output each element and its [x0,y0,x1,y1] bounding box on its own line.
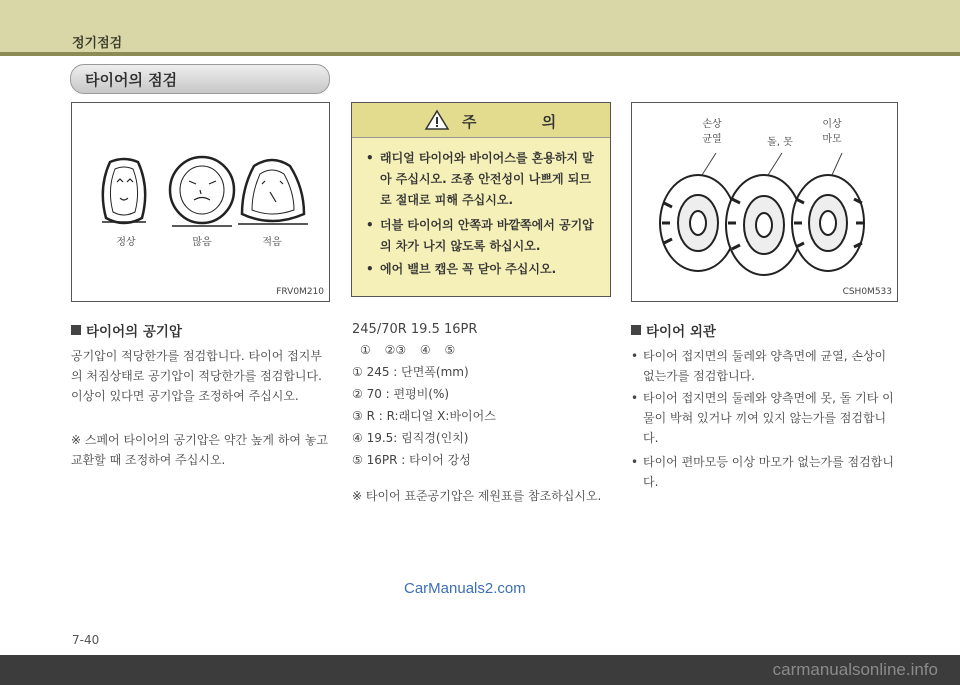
caution-title: 주 의 [462,113,587,131]
label-damage: 손상 균열 [702,119,722,145]
header-rule [0,52,960,56]
page-title: 타이어의 점검 [85,71,178,89]
square-bullet-icon [631,325,641,335]
tire-size-code: 245/70R 19.5 16PR [352,322,478,337]
caution-box [351,102,611,297]
label-wear: 이상 마모 [822,119,842,145]
tire-spec-item: ② 70 : 편평비(%) [352,387,450,401]
square-bullet-icon [71,325,81,335]
tire-spec-item: ④ 19.5: 림직경(인치) [352,431,469,445]
page-number: 7-40 [72,633,100,647]
pressure-heading: 타이어의 공기압 [71,320,182,340]
caution-header [352,103,610,138]
appearance-heading: 타이어 외관 [631,320,716,340]
tire-spec-note: ※ 타이어 표준공기압은 제원표를 참조하십시오. [352,489,602,503]
caution-item: • 더블 타이어의 안쪽과 바깥쪽에서 공기압의 차가 나지 않도록 하십시오. [366,218,594,253]
label-under: 적음 [262,237,282,248]
tire-underinflated-drawing [238,160,308,224]
warning-icon [424,109,450,131]
page-title-pill [70,64,330,94]
footer-site-link[interactable]: carmanualsonline.info [772,660,938,679]
appearance-figure [631,102,898,302]
footer-bar [0,655,960,685]
tire-spec-item: ① 245 : 단면폭(mm) [352,365,469,379]
figure-code: CSH0M533 [842,287,892,297]
tire-size-markers: ① ②③ ④ ⑤ [360,343,456,357]
caution-item: • 에어 밸브 캡은 꼭 닫아 주십시오. [366,262,557,276]
section-header: 정기점검 [72,36,123,51]
appearance-item: • 타이어 접지면의 둘레와 양측면에 균열, 손상이 없는가를 점검합니다. [631,349,887,383]
pointer-lines [702,153,842,175]
tire-normal-drawing [102,159,146,223]
label-over: 많음 [192,237,212,248]
appearance-item: • 타이어 접지면의 둘레와 양측면에 못, 돌 기타 이물이 박혀 있거나 끼여 있지 않는가를 점검합니다. [631,391,894,445]
tire-overinflated-drawing [170,157,234,226]
tire-spec-item: ③ R : R:래디얼 X:바이어스 [352,409,496,423]
tire-pressure-illustration [72,148,329,278]
pressure-note: ※ 스페어 타이어의 공기압은 약간 높게 하여 놓고 교환할 때 조정하여 주십시오. [71,433,329,467]
tire-spec-item: ⑤ 16PR : 타이어 강성 [352,453,471,467]
label-stones: 돌, 못 [767,137,793,148]
label-normal: 정상 [116,237,136,248]
caution-item: • 래디얼 타이어와 바이어스를 혼용하지 말아 주십시오. 조종 안전성이 나쁘게 되므로 절대로 피해 주십시오. [366,151,594,207]
header-bar [0,0,960,52]
tire-tread-drawing [660,175,864,275]
figure-code: FRV0M210 [276,287,324,297]
tire-tread-illustration [632,153,897,293]
watermark-link[interactable]: CarManuals2.com [404,580,526,597]
pressure-figure [71,102,330,302]
pressure-body: 공기압이 적당한가를 점검합니다. 타이어 접지부의 처짐상태로 공기압이 적당한가를 점검합니다. 이상이 있다면 공기압을 조정하여 주십시오. [71,349,322,403]
appearance-item: • 타이어 편마모등 이상 마모가 없는가를 점검합니다. [631,455,894,489]
